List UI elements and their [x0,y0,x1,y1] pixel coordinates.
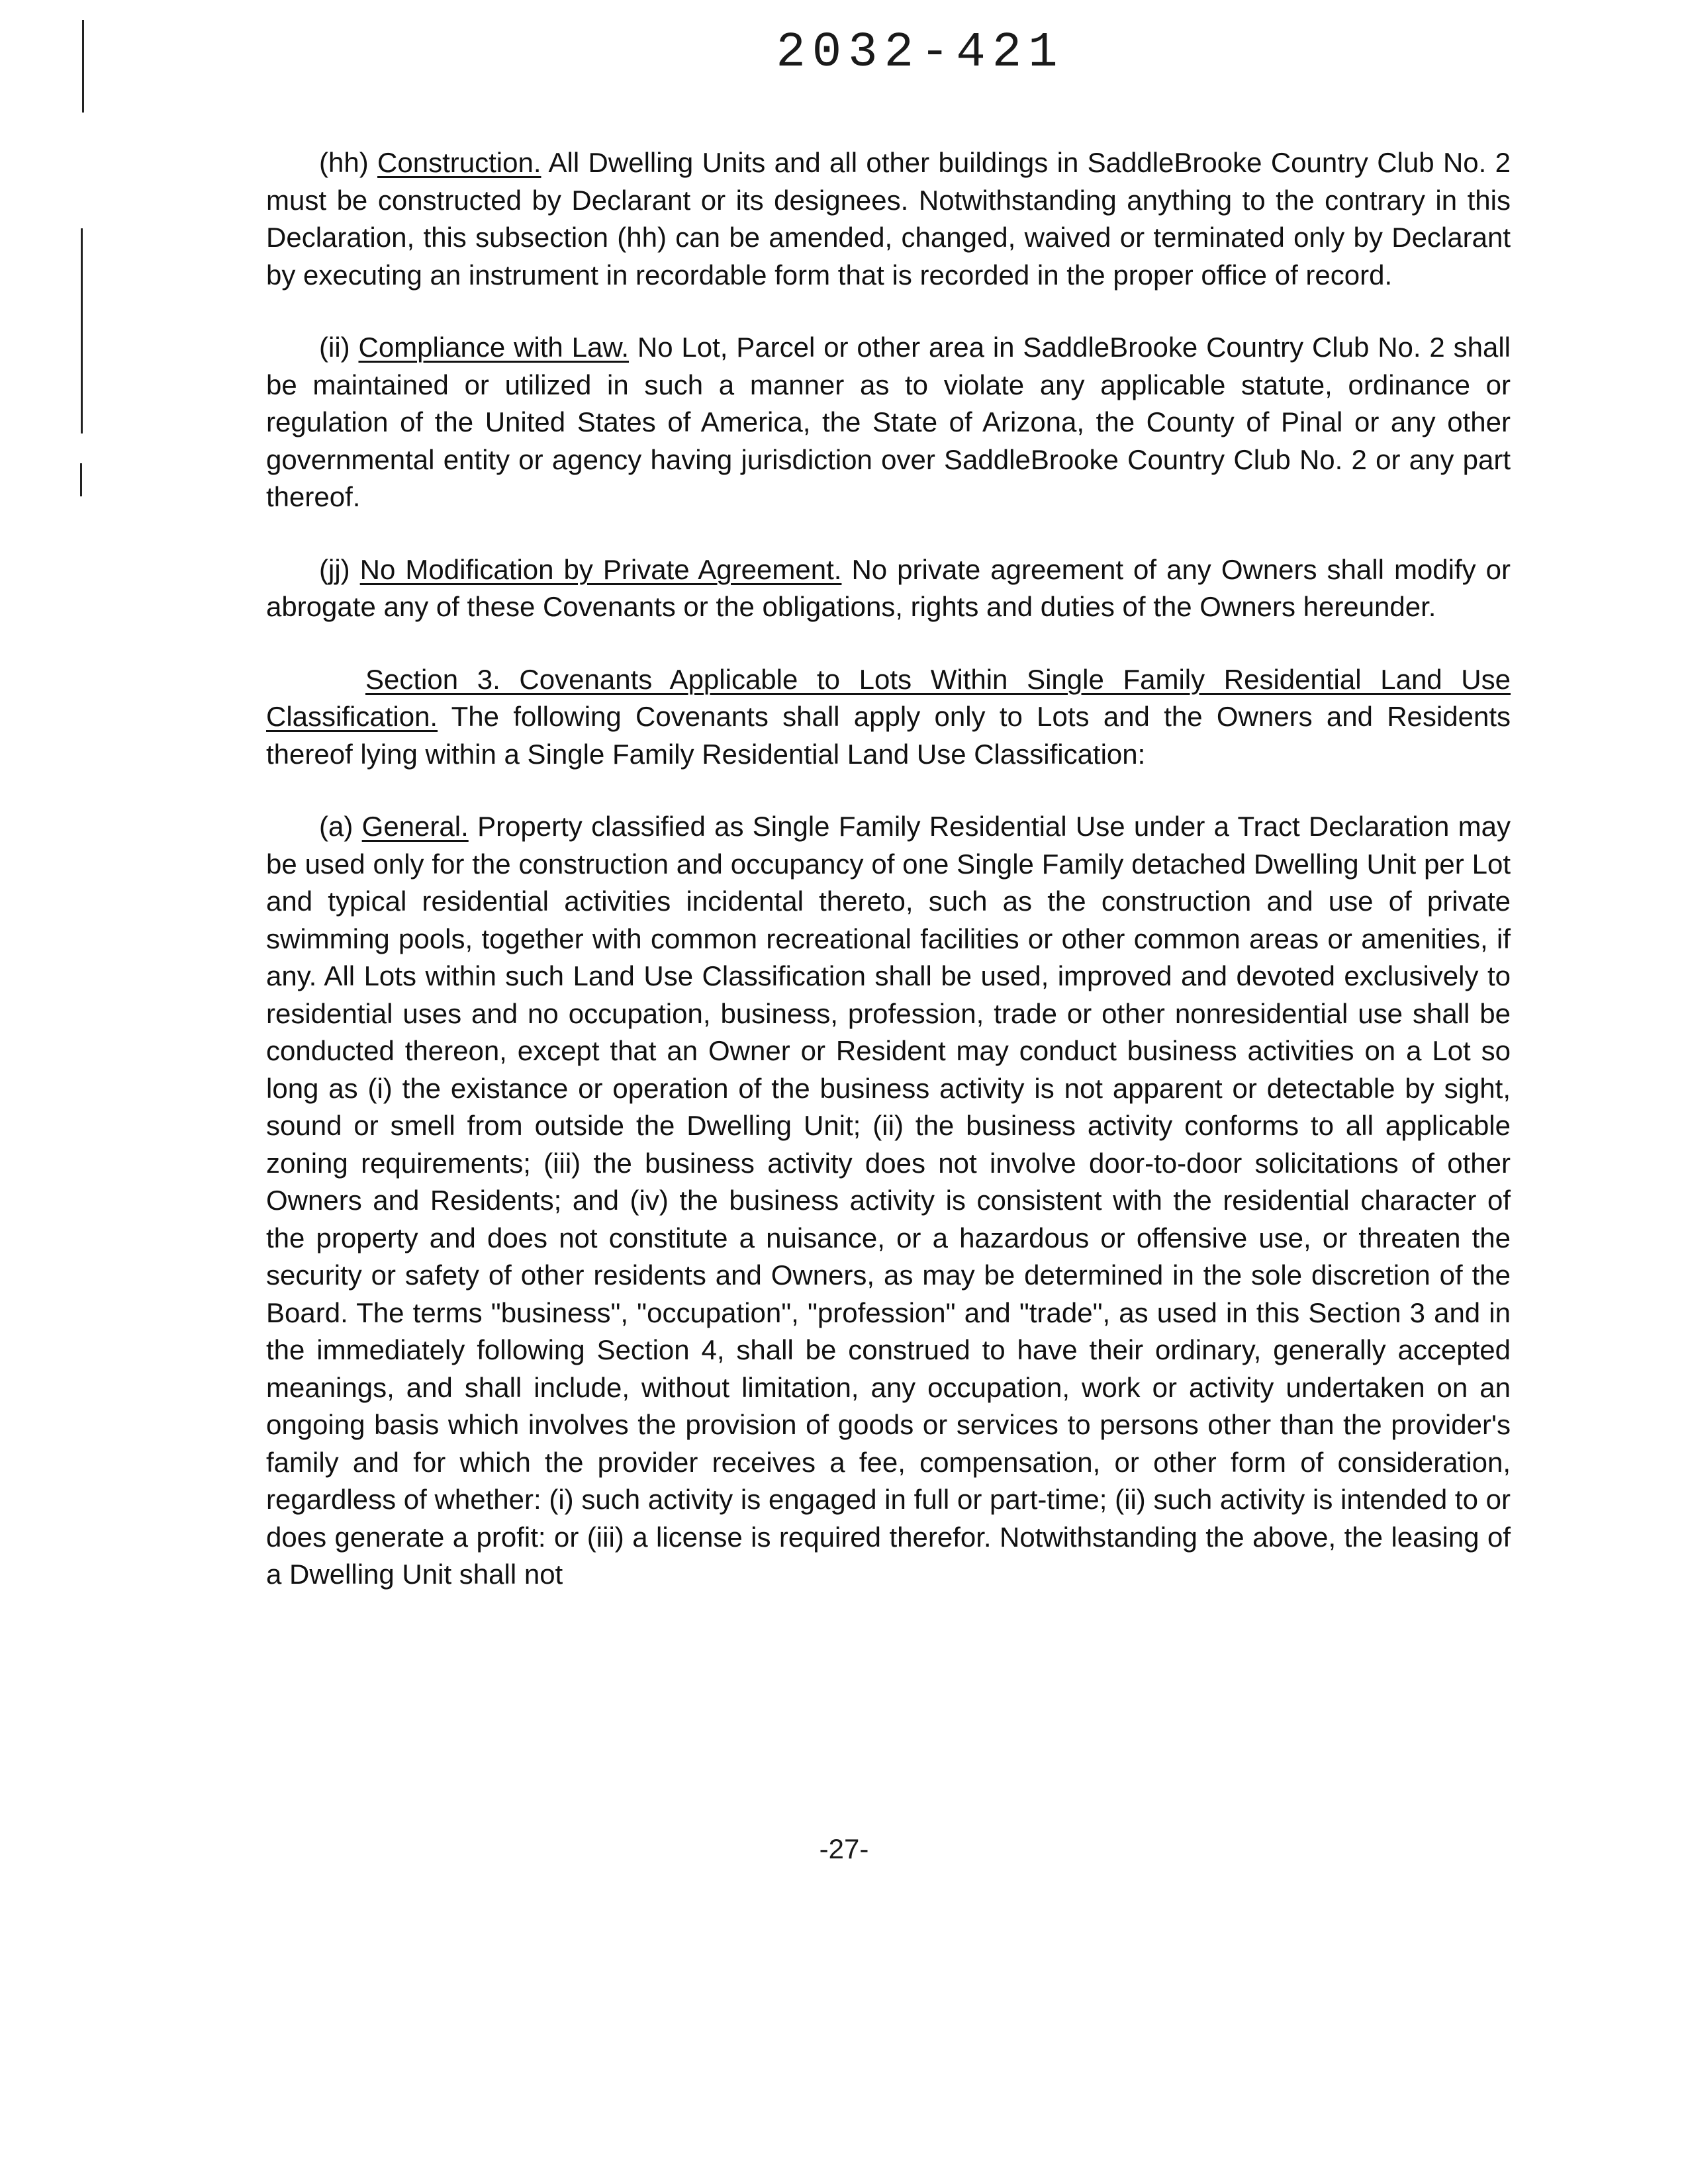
paragraph-text: The following Covenants shall apply only to Lots and the Owners and Residents thereof lying within a Single Family Residential Land Use Classification: [266,701,1511,770]
paragraph-label: (hh) [319,147,369,178]
scan-margin-mark [82,20,84,113]
paragraph-label: (jj) [319,553,350,585]
paragraph-text: Property classified as Single Family Residential Use under a Tract Declaration may be used only for the construction and occupancy of one Single Family detached Dwelling Unit per Lot and typical residential activities incidental thereto, such as the construction and use of private swimming pools, together with common recreational facilities or other common areas or amenities, if any. All Lots within such Land Use Classification shall be used, improved and devoted exclusively to residential uses and no occupation, business, profession, trade or other nonresidential use shall be conducted thereon, except that an Owner or Resident may conduct business activities on a Lot so long as (i) the existance or operation of the business activity is not apparent or detectable by sight, sound or smell from outside the Dwelling Unit; (ii) the business activity conforms to all applicable zoning requirements; (iii) the business activity does not involve door-to-door solicitations of other Owners and Residents; and (iv) the business activity is consistent with the residential character of the property and does not constitute a nuisance, or a hazardous or offensive use, or threaten the security or safety of other residents and Owners, as may be determined in the sole discretion of the Board. The terms "business", "occupation", "profession" and "trade", as used in this Section 3 and in the immediately following Section 4, shall be construed to have their ordinary, generally accepted meanings, and shall include, without limitation, any occupation, work or activity undertaken on an ongoing basis which involves the provision of goods or services to persons other than the provider's family and for which the provider receives a fee, compensation, or other form of consideration, regardless of whether: (i) such activity is engaged in full or part-time; (ii) such activity is intended to or does generate a profit: or (iii) a license is required therefor. Notwithstanding the above, the leasing of a Dwelling Unit shall not [266,811,1511,1590]
scan-margin-mark [80,463,82,496]
paragraph-heading: No Modification by Private Agreement. [359,553,842,585]
page-number: -27- [819,1833,869,1864]
section-heading: Section 3. Covenants Applicable to Lots Within Single Family Residential Land Use Classification. [266,663,1511,732]
paragraph-label: (ii) [319,332,350,363]
document-number: 2032-421 [776,25,1064,81]
paragraph-text: All Dwelling Units and all other buildings in SaddleBrooke Country Club No. 2 must be constructed by Declarant or its designees. Notwithstanding anything to the contrary in this Declaration, this subsection (hh) can be amended, changed, waived or terminated only by Declarant by executing an instrument in recordable form that is recorded in the proper office of record. [266,147,1511,291]
paragraph-label: (a) [319,811,353,842]
paragraph-compliance-with-law [266,329,1511,516]
paragraph-construction [266,144,1511,294]
scan-margin-mark [81,228,83,433]
paragraph-heading: Construction. [377,147,541,178]
paragraph-general [266,808,1511,1594]
paragraph-no-modification [266,551,1511,626]
paragraph-heading: General. [361,811,469,842]
section-3-intro [266,661,1511,774]
paragraph-text: No Lot, Parcel or other area in SaddleBrooke Country Club No. 2 shall be maintained or utilized in such a manner as to violate any applicable statute, ordinance or regulation of the United States of America, the State of Arizona, the County of Pinal or any other governmental entity or agency having jurisdiction over SaddleBrooke Country Club No. 2 or any part thereof. [266,332,1511,512]
paragraph-heading: Compliance with Law. [358,332,630,363]
document-body [266,144,1511,1594]
paragraph-text: No private agreement of any Owners shall modify or abrogate any of these Covenants or the obligations, rights and duties of the Owners hereunder. [266,553,1511,622]
